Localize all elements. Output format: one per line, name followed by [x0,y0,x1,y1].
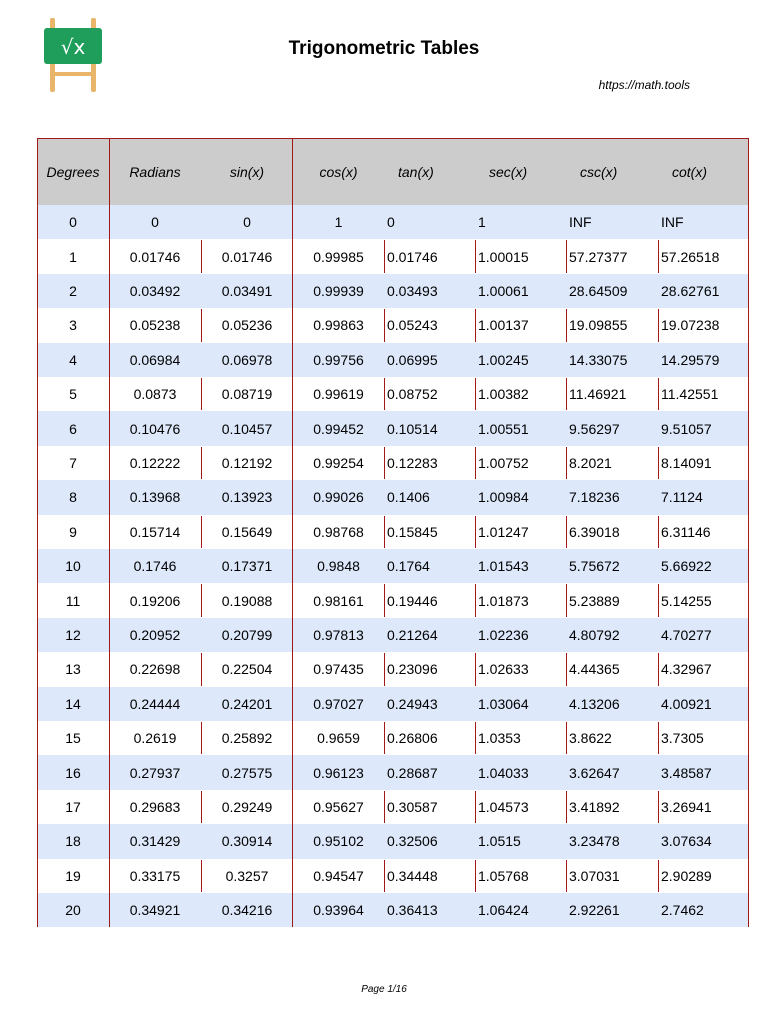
cell-cos: 0.95102 [313,833,364,850]
cell-cos: 0.99939 [313,282,364,299]
cell-sin: 0.03491 [221,282,273,299]
cell-sec: 1.00015 [478,248,529,265]
cell-sin: 0.12192 [221,454,273,471]
cell-cos: 0.93964 [313,902,364,919]
cell-separator [201,860,202,892]
cell-cot: 4.00921 [661,695,712,712]
cell-separator [201,447,202,479]
table-row [37,549,749,583]
cell-separator [475,447,476,479]
cell-separator [566,378,567,410]
cell-sec: 1.00984 [478,489,529,506]
cell-tan: 0.26806 [387,730,438,747]
cell-cot: 7.1124 [661,489,703,506]
cell-separator [566,653,567,685]
cell-separator [475,584,476,616]
cell-cot: 19.07238 [661,317,720,334]
table-row [37,755,749,789]
cell-radians: 0.05238 [129,317,181,334]
cell-sec: 1.00752 [478,454,529,471]
cell-radians: 0.19206 [129,592,181,609]
cell-radians: 0.15714 [129,523,181,540]
table-row [37,239,749,273]
cell-degrees: 17 [65,798,81,815]
cell-csc: 7.18236 [569,489,620,506]
cell-separator [475,240,476,272]
cell-csc: 11.46921 [569,386,627,403]
cell-degrees: 10 [65,558,81,575]
table-row [37,824,749,858]
cell-csc: 3.07031 [569,867,620,884]
cell-sec: 1.00382 [478,386,529,403]
cell-sin: 0.34216 [221,902,273,919]
cell-degrees: 20 [65,902,81,919]
cell-csc: 3.41892 [569,798,620,815]
cell-cot: 5.66922 [661,558,712,575]
cell-cot: 28.62761 [661,282,720,299]
table-row [37,446,749,480]
cell-csc: 3.8622 [569,730,612,747]
cell-separator [475,653,476,685]
cell-separator [566,860,567,892]
cell-radians: 0 [151,214,159,231]
cell-radians: 0.29683 [129,798,181,815]
table-rule [37,138,38,927]
cell-separator [384,240,385,272]
cell-degrees: 18 [65,833,81,850]
cell-sec: 1.01873 [478,592,529,609]
cell-degrees: 2 [69,282,77,299]
cell-degrees: 13 [65,661,81,678]
cell-sec: 1.03064 [478,695,529,712]
column-header-cos: cos(x) [319,164,358,180]
table-row [37,205,749,239]
cell-cot: 8.14091 [661,454,712,471]
cell-tan: 0.01746 [387,248,438,265]
cell-cos: 0.98161 [313,592,364,609]
logo-text: √x [60,35,86,59]
cell-csc: 4.44365 [569,661,620,678]
cell-sin: 0 [243,214,251,231]
cell-sec: 1.00137 [478,317,529,334]
cell-sin: 0.30914 [221,833,273,850]
cell-cos: 0.99619 [313,386,364,403]
cell-csc: 4.13206 [569,695,620,712]
cell-cot: 3.26941 [661,798,712,815]
cell-separator [658,378,659,410]
cell-degrees: 19 [65,867,81,884]
cell-radians: 0.03492 [129,282,181,299]
cell-sin: 0.10457 [221,420,273,437]
cell-csc: 4.80792 [569,626,620,643]
table-row [37,687,749,721]
cell-sec: 1.00551 [478,420,529,437]
cell-sec: 1.02633 [478,661,529,678]
column-header-tan: tan(x) [398,164,434,180]
table-row [37,859,749,893]
cell-radians: 0.10476 [129,420,181,437]
cell-radians: 0.13968 [129,489,181,506]
cell-separator [566,309,567,341]
table-header [37,138,749,205]
cell-sec: 1.0515 [478,833,521,850]
cell-degrees: 8 [69,489,77,506]
site-url[interactable]: https://math.tools [598,78,690,92]
cell-cos: 0.99756 [313,351,364,368]
cell-separator [566,447,567,479]
cell-cot: 14.29579 [661,351,720,368]
cell-separator [566,791,567,823]
table-rule [109,138,110,927]
cell-separator [475,516,476,548]
cell-sec: 1.04573 [478,798,529,815]
cell-sec: 1.06424 [478,902,529,919]
table-row [37,480,749,514]
page-title: Trigonometric Tables [288,38,480,59]
cell-tan: 0.12283 [387,454,438,471]
cell-radians: 0.01746 [129,248,181,265]
cell-cos: 1 [334,214,343,231]
cell-sec: 1.04033 [478,764,529,781]
cell-separator [658,791,659,823]
table-row [37,411,749,445]
column-header-degrees: Degrees [46,164,100,180]
cell-csc: 9.56297 [569,420,620,437]
table-row [37,583,749,617]
cell-separator [384,378,385,410]
cell-sin: 0.29249 [221,798,273,815]
cell-separator [566,722,567,754]
cell-sin: 0.19088 [221,592,273,609]
cell-tan: 0.30587 [387,798,438,815]
cell-degrees: 15 [65,730,81,747]
cell-separator [566,240,567,272]
cell-separator [384,860,385,892]
cell-csc: 5.75672 [569,558,620,575]
cell-csc: 3.23478 [569,833,620,850]
cell-degrees: 7 [69,454,77,471]
cell-separator [384,447,385,479]
table-row [37,343,749,377]
cell-separator [658,860,659,892]
cell-separator [201,378,202,410]
cell-cos: 0.95627 [313,798,364,815]
cell-csc: 6.39018 [569,523,620,540]
cell-csc: 28.64509 [569,282,628,299]
column-header-cot: cot(x) [672,164,707,180]
cell-sin: 0.25892 [221,730,273,747]
cell-sin: 0.06978 [221,351,273,368]
page-number: Page 1/16 [361,984,407,995]
table-rule [292,138,293,927]
table-row [37,274,749,308]
cell-separator [658,653,659,685]
cell-sin: 0.24201 [221,695,273,712]
column-header-sec: sec(x) [489,164,528,180]
cell-tan: 0.34448 [387,867,438,884]
cell-separator [201,240,202,272]
cell-csc: 2.92261 [569,902,620,919]
cell-separator [384,722,385,754]
cell-cot: 4.32967 [661,661,712,678]
cell-tan: 0.03493 [387,282,438,299]
cell-radians: 0.20952 [129,626,181,643]
cell-radians: 0.24444 [129,695,181,712]
cell-cos: 0.99452 [313,420,364,437]
cell-radians: 0.2619 [133,730,177,747]
table-rule [748,138,749,927]
cell-csc: 8.2021 [569,454,612,471]
cell-radians: 0.33175 [129,867,181,884]
cell-tan: 0.08752 [387,386,438,403]
table-row [37,515,749,549]
cell-separator [201,791,202,823]
cell-cos: 0.98768 [313,523,364,540]
cell-cos: 0.99863 [313,317,364,334]
cell-degrees: 3 [69,317,77,334]
cell-cot: 9.51057 [661,420,712,437]
cell-sec: 1.00061 [478,282,529,299]
cell-sec: 1.00245 [478,351,529,368]
cell-csc: 57.27377 [569,248,628,265]
cell-degrees: 16 [65,764,81,781]
cell-radians: 0.22698 [129,661,181,678]
cell-separator [658,447,659,479]
cell-cos: 0.99254 [313,454,364,471]
cell-sec: 1.02236 [478,626,529,643]
cell-sin: 0.13923 [221,489,273,506]
cell-cos: 0.9659 [317,730,360,747]
cell-sin: 0.17371 [221,558,273,575]
cell-sin: 0.22504 [221,661,273,678]
cell-degrees: 14 [65,695,81,712]
cell-csc: 19.09855 [569,317,628,334]
cell-degrees: 0 [69,214,77,231]
cell-separator [566,584,567,616]
cell-csc: 3.62647 [569,764,620,781]
cell-cos: 0.99026 [313,489,364,506]
cell-tan: 0.1406 [387,489,430,506]
cell-separator [384,516,385,548]
table-row [37,790,749,824]
cell-cot: 2.7462 [661,902,704,919]
cell-radians: 0.27937 [129,764,181,781]
cell-degrees: 9 [69,523,77,540]
cell-tan: 0.05243 [387,317,438,334]
cell-cos: 0.94547 [313,867,364,884]
cell-cos: 0.99985 [313,248,364,265]
cell-csc: 5.23889 [569,592,620,609]
cell-cot: 3.07634 [661,833,712,850]
trig-table [37,138,749,931]
cell-degrees: 11 [65,592,81,609]
table-row [37,618,749,652]
cell-tan: 0.15845 [387,523,438,540]
cell-tan: 0.1764 [387,558,430,575]
cell-cos: 0.97813 [313,626,364,643]
cell-cot: INF [661,214,684,231]
cell-degrees: 6 [69,420,77,437]
cell-cot: 4.70277 [661,626,712,643]
cell-sin: 0.08719 [221,386,273,403]
cell-degrees: 1 [69,248,77,265]
table-row [37,308,749,342]
cell-degrees: 4 [69,351,77,368]
cell-sin: 0.3257 [225,867,269,884]
cell-separator [201,309,202,341]
cell-cot: 3.7305 [661,730,704,747]
cell-separator [658,240,659,272]
cell-sec: 1.01247 [478,523,529,540]
cell-tan: 0.21264 [387,626,438,643]
cell-separator [658,584,659,616]
cell-sin: 0.01746 [221,248,273,265]
cell-tan: 0.06995 [387,351,438,368]
cell-separator [201,653,202,685]
column-header-csc: csc(x) [580,164,618,180]
cell-cot: 57.26518 [661,248,720,265]
cell-cot: 3.48587 [661,764,712,781]
table-row [37,721,749,755]
column-header-radians: Radians [129,164,181,180]
cell-radians: 0.0873 [133,386,177,403]
cell-sin: 0.20799 [221,626,273,643]
cell-cos: 0.97027 [313,695,364,712]
cell-separator [475,722,476,754]
cell-sec: 1 [478,214,486,231]
table-row [37,652,749,686]
cell-tan: 0.32506 [387,833,438,850]
cell-cos: 0.96123 [313,764,364,781]
cell-csc: 14.33075 [569,351,628,368]
cell-separator [658,516,659,548]
cell-separator [384,584,385,616]
cell-cot: 5.14255 [661,592,712,609]
cell-separator [201,584,202,616]
table-row [37,893,749,927]
cell-radians: 0.34921 [129,902,181,919]
cell-tan: 0.19446 [387,592,438,609]
cell-sin: 0.05236 [221,317,273,334]
cell-sin: 0.15649 [221,523,273,540]
cell-degrees: 5 [69,386,77,403]
cell-separator [658,722,659,754]
cell-separator [475,378,476,410]
cell-tan: 0.24943 [387,695,438,712]
column-header-sin: sin(x) [229,164,265,180]
cell-separator [475,860,476,892]
cell-cot: 11.42551 [661,386,719,403]
cell-tan: 0.23096 [387,661,438,678]
cell-sin: 0.27575 [221,764,273,781]
cell-radians: 0.12222 [129,454,181,471]
cell-separator [384,653,385,685]
cell-csc: INF [569,214,592,231]
cell-cot: 6.31146 [661,523,711,540]
cell-radians: 0.31429 [129,833,181,850]
cell-tan: 0 [387,214,395,231]
cell-separator [384,791,385,823]
cell-sec: 1.05768 [478,867,529,884]
cell-cos: 0.9848 [317,558,360,575]
cell-separator [201,516,202,548]
cell-separator [475,791,476,823]
cell-radians: 0.1746 [133,558,177,575]
cell-tan: 0.10514 [387,420,438,437]
cell-cos: 0.97435 [313,661,364,678]
cell-separator [658,309,659,341]
cell-tan: 0.36413 [387,902,438,919]
cell-separator [384,309,385,341]
cell-sec: 1.0353 [478,730,521,747]
cell-sec: 1.01543 [478,558,529,575]
cell-separator [201,722,202,754]
cell-radians: 0.06984 [129,351,181,368]
cell-tan: 0.28687 [387,764,438,781]
cell-separator [475,309,476,341]
cell-degrees: 12 [65,626,81,643]
table-row [37,377,749,411]
cell-cot: 2.90289 [661,867,712,884]
cell-separator [566,516,567,548]
